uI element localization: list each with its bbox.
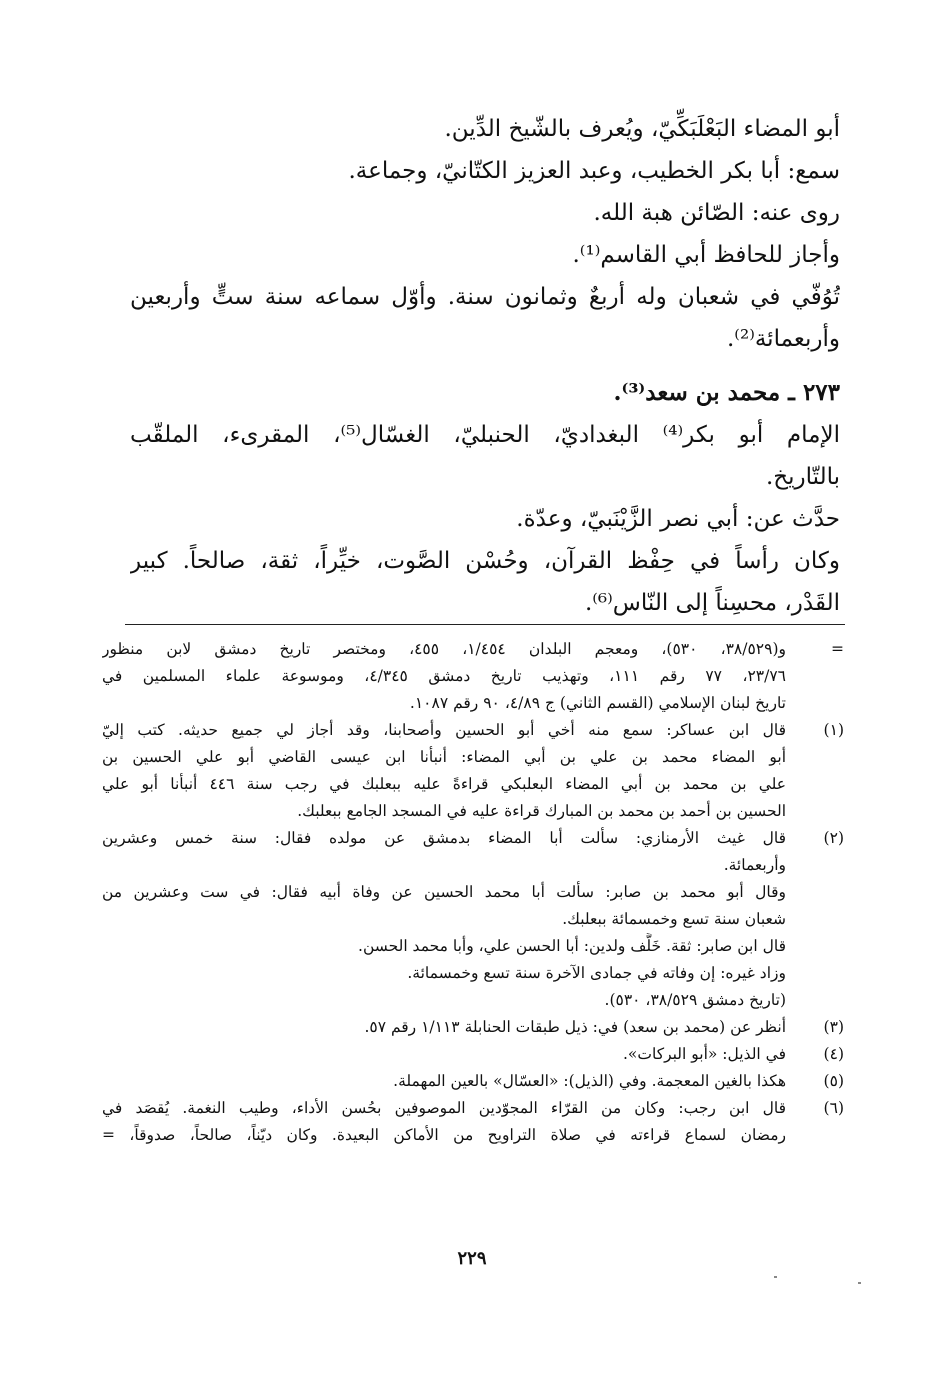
- main-text: [130, 108, 840, 624]
- text-line: القَدْر، محسِناً إلى النّاس⁽⁶⁾.: [584, 590, 840, 616]
- footnote-line: أبو المضاء محمد بن علي بن أبي المضاء: أنبأنا ابن عيسى القاضي أبو علي الحسين بن: [102, 748, 786, 766]
- footnote-divider: [125, 624, 845, 625]
- footnote-number: (١): [823, 721, 844, 739]
- footnote-5: [102, 1068, 844, 1095]
- footnote-line: أنظر عن (محمد بن سعد) في: ذيل طبقات الحنابلة ١/١١٣ رقم ٥٧.: [364, 1018, 786, 1036]
- footnote-line: وأربعمائة.: [723, 856, 786, 874]
- footnote-line: الحسين بن أحمد بن محمد بن المبارك قراءة عليه في المسجد الجامع ببعلبك.: [297, 802, 786, 820]
- footnote-6: [102, 1095, 844, 1149]
- text-line: سمع: أبا بكر الخطيب، وعبد العزيز الكتّانيّ، وجماعة.: [348, 158, 840, 184]
- text-line: وأجاز للحافظ أبي القاسم⁽¹⁾.: [572, 242, 840, 268]
- footnote-line: وقال أبو محمد بن صابر: سألت أبا محمد الحسين عن وفاة أبيه فقال: في ست وعشرين من: [102, 883, 786, 901]
- footnote-continued: [102, 636, 844, 717]
- footnote-line: قال ابن صابر: ثقة. خَلَّف ولدين: أبا الحسن علي، وأبا محمد الحسن.: [358, 937, 786, 955]
- scan-speck: [858, 1282, 861, 1284]
- footnotes: [102, 636, 844, 1149]
- text-line: وكان رأساً في حِفْظ القرآن، وحُسْن الصَّوت، خيِّراً، ثقة، صالحاً. كبير: [130, 548, 840, 574]
- footnote-line: (تاريخ دمشق ٣٨/٥٢٩، ٥٣٠).: [604, 991, 786, 1009]
- text-line: حدَّث عن: أبي نصر الزَّيْنَبيّ، وعدّة.: [516, 506, 840, 532]
- text-line: وأربعمائة⁽²⁾.: [727, 326, 840, 352]
- footnote-4: [102, 1041, 844, 1068]
- footnote-line: شعبان سنة تسع وخمسمائة ببعلبك.: [562, 910, 786, 928]
- footnote-1: [102, 717, 844, 825]
- footnote-marker: =: [831, 640, 844, 658]
- scan-speck: [774, 1276, 777, 1278]
- footnote-line: وزاد غيره: إن وفاته في جمادى الآخرة سنة تسع وخمسمائة.: [407, 964, 786, 982]
- text-line: أبو المضاء البَعْلَبَكِّيّ، ويُعرف بالشّيخ الدِّين.: [444, 116, 840, 142]
- entry-heading: ٢٧٣ ـ محمد بن سعد⁽³⁾.: [613, 379, 840, 406]
- footnote-line: تاريخ لبنان الإسلامي (القسم الثاني) ج ٤/٨٩، ٩٠ رقم ١٠٨٧.: [409, 694, 786, 712]
- footnote-number: (٤): [823, 1045, 844, 1063]
- footnote-line: ٢٣/٧٦، ٧٧ رقم ١١١، وتهذيب تاريخ دمشق ٤/٣٤٥، وموسوعة علماء المسلمين في: [102, 667, 786, 685]
- footnote-number: (٢): [823, 829, 844, 847]
- footnote-line: قال ابن رجب: وكان من القرّاء المجوّدين الموصوفين بحُسن الأداء، وطيب النغمة. يُقصَد في: [102, 1099, 786, 1117]
- text-line: الإمام أبو بكر⁽⁴⁾ البغداديّ، الحنبليّ، الغسّال⁽⁵⁾، المقرىء، الملقّب: [130, 422, 840, 448]
- footnote-line: قال ابن عساكر: سمع منه أخي أبو الحسين وأصحابنا، وقد أجاز لي جميع حديثه. كتب إليّ: [102, 721, 786, 739]
- text-line: تُوُفّي في شعبان وله أربعٌ وثمانون سنة. وأوّل سماعه سنة ستٍّ وأربعين: [130, 284, 840, 310]
- footnote-2: [102, 825, 844, 1014]
- text-line: بالتّاريخ.: [765, 464, 840, 490]
- footnote-line: و(٣٨/٥٢٩، ٥٣٠)، ومعجم البلدان ١/٤٥٤، ٤٥٥، ومختصر تاريخ دمشق لابن منظور: [102, 640, 786, 658]
- footnote-number: (٦): [823, 1099, 844, 1117]
- page-number: ٢٢٩: [457, 1248, 487, 1269]
- footnote-3: [102, 1014, 844, 1041]
- footnote-line: في الذيل: «أبو البركات».: [622, 1045, 786, 1063]
- footnote-line: قال غيث الأرمنازي: سألت أبا المضاء بدمشق عن مولده فقال: سنة خمس وعشرين: [102, 829, 786, 847]
- footnote-line: هكذا بالغين المعجمة. وفي (الذيل): «العسّال» بالعين المهملة.: [393, 1072, 786, 1090]
- footnote-number: (٥): [823, 1072, 844, 1090]
- footnote-number: (٣): [823, 1018, 844, 1036]
- footnote-line: علي بن محمد بن أبي المضاء البعلبكي قراءةً عليه ببعلبك في رجب سنة ٤٤٦ أنبأنا أبو علي: [102, 775, 786, 793]
- footnote-line: رمضان لسماع قراءته في صلاة التراويح من الأماكن البعيدة. وكان ديّناً، صالحاً، صدوقاً، =: [102, 1126, 786, 1144]
- text-line: روى عنه: الصّائن هبة الله.: [593, 200, 840, 226]
